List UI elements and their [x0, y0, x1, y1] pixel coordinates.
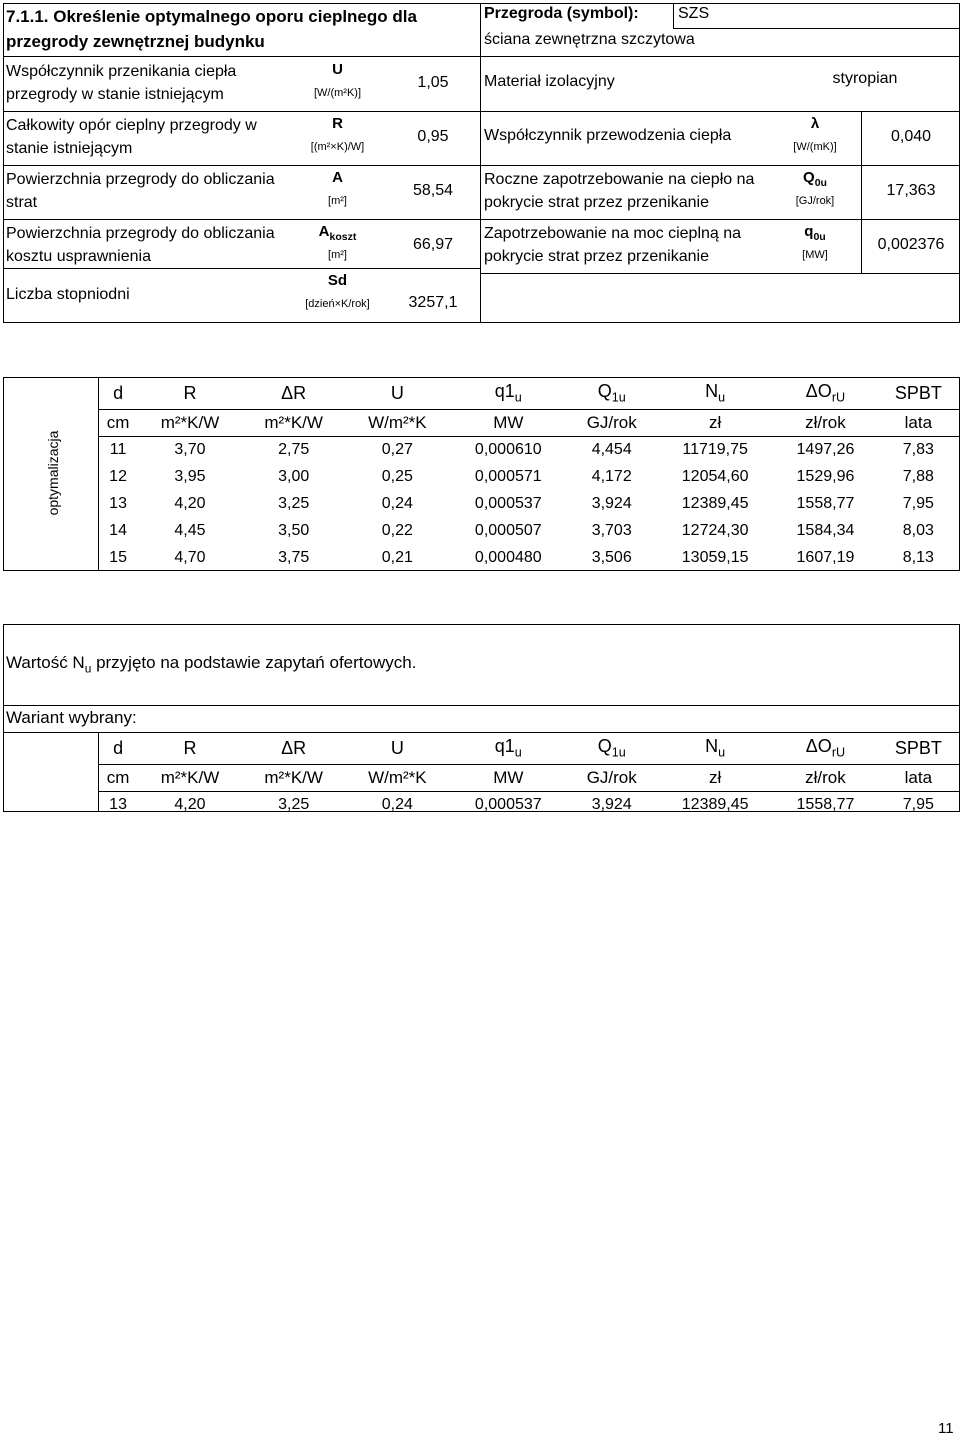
- param-symbol: R: [332, 115, 343, 132]
- table-row: [98, 517, 960, 544]
- column-unit: m²*K/W: [160, 412, 220, 432]
- optimization-table: [98, 378, 960, 571]
- chosen-row: [98, 791, 960, 818]
- table-cell: 3,924: [591, 494, 632, 512]
- table-cell: 0,22: [381, 521, 413, 539]
- table-cell: 0,24: [381, 795, 413, 813]
- table-cell: 4,20: [174, 795, 206, 813]
- column-unit: zł: [709, 767, 722, 787]
- table-cell: 3,25: [278, 494, 310, 512]
- column-header: U: [390, 737, 404, 758]
- param-unit: [m²]: [328, 195, 347, 207]
- table-cell: 1529,96: [796, 467, 855, 485]
- table-row: [98, 490, 960, 517]
- table-cell: 0,24: [381, 494, 413, 512]
- table-cell: 4,70: [174, 548, 206, 566]
- table-cell: 0,27: [381, 440, 413, 458]
- table-cell: 4,45: [174, 521, 206, 539]
- column-unit: MW: [493, 767, 524, 787]
- column-header: $\Delta O_{rU}$: [805, 381, 846, 406]
- table-cell: 12389,45: [681, 494, 749, 512]
- column-header: $Q_{1u}$: [597, 736, 626, 761]
- column-header: R: [183, 382, 197, 403]
- table-cell: 7,95: [902, 795, 934, 813]
- table-row: [98, 463, 960, 490]
- column-header: $Q_{1u}$: [597, 381, 626, 406]
- right-param-label: Roczne zapotrzebowanie na ciepło na pokrycie strat przez przenikanie: [484, 171, 755, 211]
- table-cell: 0,000507: [474, 521, 542, 539]
- chosen-variant-label: Wariant wybrany:: [6, 708, 137, 727]
- table-cell: 11719,75: [682, 440, 748, 458]
- symbol-value-box: [673, 3, 960, 29]
- right-param-label: Materiał izolacyjny: [484, 73, 615, 90]
- right-param-value: 0,040: [890, 128, 932, 145]
- param-label: Powierzchnia przegrody do obliczania strat: [6, 171, 275, 211]
- chosen-variant-table: [98, 733, 960, 818]
- column-unit: W/m²*K: [368, 412, 427, 432]
- column-unit: zł/rok: [805, 767, 846, 787]
- table-cell: 1607,19: [796, 548, 855, 566]
- column-unit: MW: [493, 412, 524, 432]
- table-cell: 1497,26: [796, 440, 855, 458]
- column-unit: cm: [106, 767, 130, 787]
- table-cell: 3,70: [174, 440, 206, 458]
- param-symbol: U: [332, 61, 343, 78]
- table-row: [98, 544, 960, 571]
- table-cell: 8,03: [902, 521, 934, 539]
- column-unit: zł/rok: [805, 412, 846, 432]
- param-value: 66,97: [412, 236, 454, 253]
- page-number: 11: [938, 1420, 954, 1437]
- table-cell: 0,000537: [474, 494, 542, 512]
- param-value: 3257,1: [408, 294, 458, 311]
- param-symbol: A: [332, 169, 343, 186]
- column-unit: lata: [904, 412, 933, 432]
- column-header: $N_u$: [705, 381, 726, 406]
- table-cell: 0,000480: [474, 548, 542, 566]
- table-cell: 0,000571: [474, 467, 542, 485]
- right-param-value: 17,363: [886, 182, 936, 199]
- param-unit: [W/(m²K)]: [313, 87, 362, 99]
- column-header: U: [390, 382, 404, 403]
- table-cell: 13: [109, 494, 127, 512]
- table-cell: 0,21: [381, 548, 413, 566]
- title-line-2: przegrody zewnętrznej budynku: [6, 32, 265, 51]
- table-cell: 1558,77: [796, 494, 855, 512]
- right-param-value: 0,002376: [877, 236, 945, 253]
- column-unit: m²*K/W: [160, 767, 220, 787]
- right-param-unit: [GJ/rok]: [795, 195, 835, 207]
- column-header: d: [113, 737, 124, 758]
- param-label: Współczynnik przenikania ciepła przegrody w stanie istniejącym: [6, 63, 237, 103]
- param-unit: [m²]: [328, 249, 347, 261]
- column-header: $\Delta O_{rU}$: [805, 736, 846, 761]
- table-cell: 4,20: [174, 494, 206, 512]
- table-row: [98, 436, 960, 463]
- header-row: [98, 378, 960, 409]
- table-cell: 7,88: [902, 467, 934, 485]
- table-cell: 14: [109, 521, 127, 539]
- table-cell: 11: [109, 440, 127, 458]
- table-cell: 4,454: [591, 440, 632, 458]
- table-cell: 3,75: [278, 548, 310, 566]
- column-header: R: [183, 737, 197, 758]
- table-cell: 8,13: [902, 548, 934, 566]
- table-cell: 1584,34: [796, 521, 855, 539]
- column-unit: m²*K/W: [264, 767, 323, 787]
- table-cell: 0,000537: [474, 795, 542, 813]
- table-cell: 3,25: [278, 795, 310, 813]
- table-cell: 12054,60: [681, 467, 749, 485]
- column-header: SPBT: [894, 737, 942, 758]
- column-unit: W/m²*K: [368, 767, 427, 787]
- partition-description: ściana zewnętrzna szczytowa: [484, 31, 695, 48]
- column-header: d: [113, 382, 124, 403]
- title-line-1: 7.1.1. Określenie optymalnego oporu cieplnego dla: [6, 7, 417, 26]
- column-header: ΔR: [281, 737, 307, 758]
- column-unit: GJ/rok: [586, 767, 637, 787]
- param-label: Powierzchnia przegrody do obliczania kosztu usprawnienia: [6, 225, 275, 265]
- table-cell: 3,703: [591, 521, 632, 539]
- column-unit: m²*K/W: [264, 412, 323, 432]
- table-cell: 7,83: [902, 440, 934, 458]
- table-cell: 3,00: [278, 467, 310, 485]
- symbol-value: SZS: [678, 5, 710, 22]
- table-cell: 0,000610: [474, 440, 542, 458]
- right-param-unit: [W/(mK)]: [793, 141, 837, 153]
- param-label: Całkowity opór cieplny przegrody w stanie istniejącym: [6, 117, 257, 157]
- param-value: 1,05: [417, 74, 449, 91]
- table-cell: 13: [109, 795, 127, 813]
- column-unit: lata: [904, 767, 933, 787]
- table-cell: 3,50: [278, 521, 310, 539]
- right-param-value: styropian: [832, 70, 898, 87]
- right-param-label: Zapotrzebowanie na moc cieplną na pokrycie strat przez przenikanie: [484, 225, 742, 265]
- column-unit: cm: [106, 412, 130, 432]
- page-title: [6, 4, 417, 54]
- table-cell: 12: [109, 467, 127, 485]
- column-header: SPBT: [894, 382, 942, 403]
- right-param-symbol: $q_{0u}$: [804, 223, 826, 243]
- table-cell: 7,95: [902, 494, 934, 512]
- right-param-unit: [MW]: [802, 249, 828, 261]
- table-cell: 3,924: [591, 795, 632, 813]
- optimization-side-label: optymalizacja: [45, 430, 61, 516]
- unit-row: [98, 409, 960, 436]
- param-symbol: $A_{koszt}$: [318, 223, 357, 243]
- header-row: [98, 733, 960, 764]
- right-param-symbol: $Q_{0u}$: [803, 169, 827, 189]
- note-text: Wartość $N_u$ przyjęto na podstawie zapytań ofertowych.: [6, 653, 417, 676]
- column-header: $N_u$: [705, 736, 726, 761]
- param-unit: [(m²×K)/W]: [310, 141, 365, 153]
- table-cell: 1558,77: [796, 795, 855, 813]
- table-cell: 3,95: [174, 467, 206, 485]
- right-param-symbol: λ: [810, 115, 820, 132]
- param-label: Liczba stopniodni: [6, 286, 130, 303]
- unit-row: [98, 764, 960, 791]
- param-value: 58,54: [412, 182, 454, 199]
- column-header: ΔR: [281, 382, 307, 403]
- param-unit: [dzień×K/rok]: [305, 298, 370, 310]
- column-header: $q1_u$: [494, 381, 522, 406]
- param-value: 0,95: [417, 128, 449, 145]
- param-symbol: Sd: [327, 272, 348, 289]
- table-cell: 4,172: [591, 467, 632, 485]
- table-cell: 13059,15: [681, 548, 749, 566]
- right-param-label: Współczynnik przewodzenia ciepła: [484, 127, 732, 144]
- column-unit: zł: [709, 412, 722, 432]
- column-unit: GJ/rok: [586, 412, 637, 432]
- table-cell: 12724,30: [681, 521, 749, 539]
- symbol-label: Przegroda (symbol):: [484, 5, 639, 22]
- table-cell: 12389,45: [681, 795, 749, 813]
- table-cell: 2,75: [278, 440, 310, 458]
- table-cell: 15: [109, 548, 127, 566]
- table-cell: 0,25: [381, 467, 413, 485]
- column-header: $q1_u$: [494, 736, 522, 761]
- table-cell: 3,506: [591, 548, 632, 566]
